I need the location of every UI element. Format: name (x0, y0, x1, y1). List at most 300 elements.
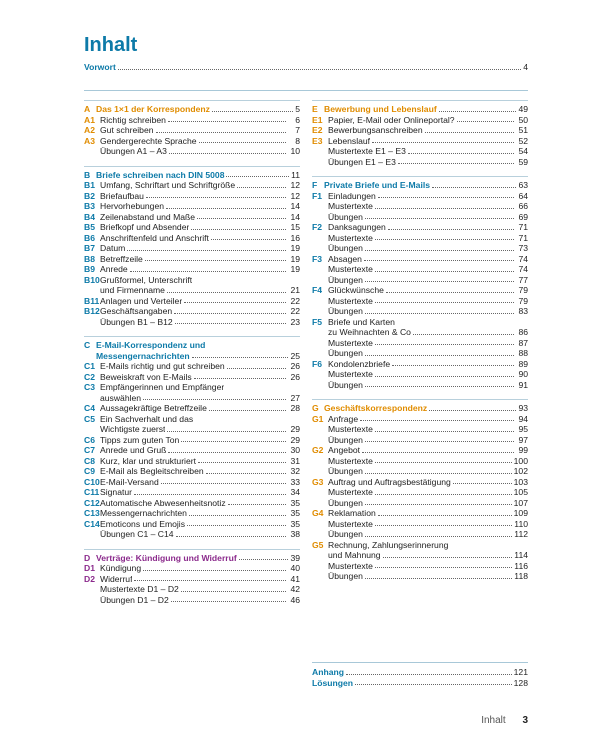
entry-label: Mustertexte (328, 518, 373, 529)
toc-entry[interactable] (312, 424, 528, 435)
entry-label: Lebenslauf (328, 135, 371, 146)
leader-dots (398, 163, 514, 164)
section-title[interactable] (84, 104, 300, 115)
entry-label: Gut schreiben (100, 125, 154, 135)
toc-entry[interactable] (84, 317, 300, 328)
toc-entry-anhang[interactable] (312, 667, 528, 678)
divider (84, 336, 300, 337)
entry-page: 28 (290, 403, 300, 413)
entry-code: C2 (84, 371, 95, 382)
divider (312, 176, 528, 177)
entry-page: 54 (518, 146, 528, 156)
entry-label: E-Mail-Versand (100, 476, 159, 487)
toc-entry[interactable] (312, 125, 528, 136)
toc-entry[interactable] (312, 191, 528, 202)
entry-page: 102 (513, 466, 528, 476)
toc-entry[interactable] (84, 456, 300, 467)
toc-entry[interactable] (84, 201, 300, 212)
entry-page: 33 (290, 476, 300, 487)
entry-code: B4 (84, 211, 95, 222)
loesungen-page: 128 (513, 677, 528, 688)
toc-entry[interactable] (84, 212, 300, 223)
section-title[interactable] (84, 170, 300, 181)
entry-page: 40 (290, 563, 300, 573)
leader-dots (365, 504, 512, 505)
entry-label: Widerruf (100, 573, 133, 584)
toc-entry[interactable] (84, 382, 300, 393)
section-title[interactable] (312, 104, 528, 115)
leader-dots (429, 410, 516, 411)
leader-dots (425, 132, 514, 133)
leader-dots (355, 684, 512, 685)
section-letter: F (312, 180, 318, 190)
entry-label: Übungen (328, 379, 363, 390)
entry-label: Übungen (328, 211, 363, 222)
toc-appendix (312, 667, 528, 688)
toc-entry[interactable] (312, 571, 528, 582)
entry-page: 12 (290, 180, 300, 190)
entry-code: B7 (84, 243, 95, 253)
leader-dots (457, 121, 514, 122)
entry-code: B8 (84, 253, 95, 264)
section-title-text: Bewerbung und Lebenslauf (324, 104, 437, 114)
entry-code: C1 (84, 361, 95, 371)
leader-dots (171, 601, 286, 602)
vorwort-label: Vorwort (84, 62, 116, 72)
entry-label: Hervorhebungen (100, 201, 165, 211)
entry-code: F1 (312, 190, 323, 201)
entry-label: Auftrag und Auftragsbestätigung (328, 476, 451, 487)
entry-code: C3 (84, 382, 95, 392)
toc-entry[interactable] (84, 115, 300, 126)
leader-dots (365, 281, 514, 282)
section-letter: D (84, 552, 91, 563)
entry-code: C9 (84, 466, 95, 476)
toc-entry[interactable] (312, 477, 528, 488)
entry-page: 46 (290, 594, 300, 605)
entry-label: Übungen (328, 243, 363, 253)
entry-label: Kündigung (100, 563, 142, 573)
section-page: 39 (290, 552, 300, 563)
entry-label: Gendergerechte Sprache (100, 135, 197, 146)
toc-entry[interactable] (84, 233, 300, 244)
section-title-text: E-Mail-Korrespondenz und (96, 340, 206, 350)
toc-entry[interactable] (312, 519, 528, 530)
entry-label: Übungen (328, 348, 363, 358)
toc-entry[interactable] (84, 222, 300, 233)
entry-label: zu Weihnachten & Co (328, 327, 411, 337)
entry-label: Übungen C1 – C14 (100, 529, 174, 539)
entry-label: Beweiskraft von E-Mails (100, 371, 192, 382)
entry-label: Übungen (328, 571, 363, 581)
leader-dots (365, 441, 514, 442)
toc-entry[interactable] (84, 563, 300, 574)
leader-dots (362, 452, 514, 453)
section-letter: G (312, 403, 319, 413)
divider (84, 549, 300, 550)
entry-page: 35 (290, 518, 300, 529)
entry-label: Mustertexte (328, 201, 373, 211)
toc-entry[interactable] (84, 466, 300, 477)
entry-label: Übungen (328, 274, 363, 285)
entry-page: 112 (514, 529, 528, 539)
entry-label: Aussagekräftige Betreffzeile (100, 403, 207, 413)
entry-page: 79 (518, 285, 528, 295)
leader-dots (228, 504, 286, 505)
entry-label: Briefkopf und Absender (100, 222, 190, 232)
leader-dots (365, 578, 512, 579)
entry-page: 83 (518, 306, 528, 316)
section-title[interactable] (312, 403, 528, 414)
toc-entry[interactable] (312, 414, 528, 425)
entry-code: E2 (312, 125, 323, 135)
toc-entry[interactable] (312, 243, 528, 254)
entry-label: Rechnung, Zahlungserinnerung (328, 539, 449, 550)
leader-dots (161, 483, 286, 484)
toc-entry[interactable] (312, 157, 528, 168)
entry-code: E1 (312, 114, 323, 125)
entry-page: 95 (518, 424, 528, 434)
entry-label: Mustertexte (328, 560, 373, 571)
toc-entry[interactable] (84, 498, 300, 509)
toc-entry[interactable] (312, 275, 528, 286)
section-page: 93 (518, 403, 528, 413)
toc-entry[interactable] (84, 435, 300, 446)
toc-entry[interactable] (84, 146, 300, 157)
entry-code: C5 (84, 413, 95, 424)
toc-entry[interactable] (84, 529, 300, 540)
toc-section-b (84, 166, 300, 328)
toc-entry[interactable] (84, 125, 300, 136)
entry-code: A1 (84, 114, 95, 125)
entry-label: Ein Sachverhalt und das (100, 413, 194, 424)
entry-page: 91 (518, 379, 528, 390)
entry-page: 94 (518, 413, 528, 424)
leader-dots (375, 208, 514, 209)
entry-page: 116 (514, 560, 528, 571)
toc-entry[interactable] (312, 550, 528, 561)
leader-dots (189, 515, 286, 516)
entry-page: 118 (514, 571, 528, 581)
entry-page: 29 (290, 434, 300, 445)
toc-entry[interactable] (312, 115, 528, 126)
entry-label: Mustertexte (328, 337, 373, 348)
entry-page: 19 (290, 253, 300, 264)
toc-entry[interactable] (84, 136, 300, 147)
toc-entry[interactable] (312, 233, 528, 244)
entry-label: Danksagungen (328, 222, 386, 232)
leader-dots (375, 239, 514, 240)
entry-label: Papier, E-Mail oder Onlineportal? (328, 114, 455, 125)
leader-dots (388, 229, 514, 230)
toc-entry[interactable] (312, 296, 528, 307)
entry-page: 32 (290, 466, 300, 476)
toc-entry[interactable] (312, 264, 528, 275)
leader-dots (365, 473, 512, 474)
entry-label: Betreffzeile (100, 253, 143, 264)
entry-page: 50 (518, 114, 528, 125)
entry-page: 34 (290, 487, 300, 497)
toc-entry[interactable] (84, 285, 300, 296)
leader-dots (212, 111, 293, 112)
toc-entry[interactable] (84, 584, 300, 595)
toc-entry[interactable] (84, 191, 300, 202)
entry-page: 66 (518, 201, 528, 211)
entry-page: 15 (290, 222, 300, 232)
leader-dots (378, 197, 514, 198)
toc-entry[interactable] (84, 275, 300, 286)
leader-dots (167, 431, 286, 432)
entry-code: B5 (84, 222, 95, 232)
divider (312, 399, 528, 400)
entry-page: 87 (518, 337, 528, 348)
page-footer (481, 715, 528, 726)
leader-dots (226, 176, 289, 177)
leader-dots (187, 525, 286, 526)
section-page: 63 (518, 180, 528, 190)
toc-entry[interactable] (84, 477, 300, 488)
toc-entry[interactable] (312, 254, 528, 265)
leader-dots (365, 218, 514, 219)
leader-dots (413, 334, 514, 335)
toc-entry[interactable] (84, 424, 300, 435)
toc-section-f (312, 176, 528, 390)
entry-label: Empfängerinnen und Empfänger (100, 382, 225, 392)
section-letter: A (84, 104, 91, 114)
entry-page: 114 (514, 550, 528, 560)
divider (312, 100, 528, 101)
leader-dots (237, 187, 286, 188)
leader-dots (239, 559, 289, 560)
entry-label: Mustertexte (328, 424, 373, 434)
entry-page: 14 (290, 201, 300, 211)
entry-label: Kondolenzbriefe (328, 358, 391, 369)
toc-entry[interactable] (84, 574, 300, 585)
section-title-text: Briefe schreiben nach DIN 5008 (96, 169, 225, 180)
leader-dots (364, 260, 514, 261)
leader-dots (372, 142, 514, 143)
entry-page: 6 (295, 114, 300, 125)
leader-dots (378, 515, 512, 516)
entry-label: Wichtigste zuerst (100, 424, 166, 434)
toc-entry[interactable] (312, 222, 528, 233)
entry-code: F6 (312, 358, 323, 369)
toc-entry[interactable] (84, 243, 300, 254)
leader-dots (360, 420, 514, 421)
section-title-text: Geschäftskorrespondenz (324, 403, 428, 413)
entry-page: 71 (518, 222, 528, 232)
entry-label: Anschriftenfeld und Anschrift (100, 232, 209, 243)
entry-page: 100 (513, 455, 528, 466)
leader-dots (156, 132, 286, 133)
toc-entry[interactable] (84, 414, 300, 425)
vorwort-page: 4 (523, 62, 528, 72)
entry-page: 105 (513, 487, 528, 497)
toc-column-left (84, 100, 300, 614)
entry-page: 64 (518, 190, 528, 201)
section-title-text: Private Briefe und E-Mails (324, 180, 431, 190)
toc-entry[interactable] (312, 561, 528, 572)
entry-page: 29 (290, 424, 300, 434)
toc-entry[interactable] (84, 296, 300, 307)
entry-page: 26 (290, 371, 300, 382)
toc-section-a (84, 100, 300, 157)
leader-dots (143, 399, 286, 400)
toc-entry[interactable] (84, 403, 300, 414)
entry-label: und Mahnung (328, 550, 381, 560)
entry-label: Absagen (328, 253, 362, 264)
toc-entry[interactable] (84, 595, 300, 606)
leader-dots (130, 271, 286, 272)
toc-entry[interactable] (84, 487, 300, 498)
toc-entry[interactable] (312, 508, 528, 519)
entry-page: 8 (295, 135, 300, 146)
toc-entry[interactable] (312, 285, 528, 296)
entry-code: D1 (84, 563, 95, 573)
entry-label: Automatische Abwesenheitsnotiz (100, 497, 226, 508)
entry-page: 30 (290, 445, 300, 455)
leader-dots (432, 187, 516, 188)
entry-label: Mustertexte (328, 455, 373, 466)
entry-page: 103 (513, 476, 528, 487)
entry-page: 12 (290, 190, 300, 201)
entry-label: Übungen D1 – D2 (100, 594, 169, 605)
toc-entry[interactable] (312, 136, 528, 147)
toc-entry[interactable] (84, 393, 300, 404)
toc-entry[interactable] (312, 146, 528, 157)
toc-entry[interactable] (84, 445, 300, 456)
toc-entry[interactable] (312, 445, 528, 456)
toc-entry[interactable] (312, 212, 528, 223)
divider (84, 166, 300, 167)
toc-entry[interactable] (312, 529, 528, 540)
entry-code: B12 (84, 306, 100, 316)
leader-dots (192, 357, 289, 358)
entry-code: C4 (84, 403, 95, 413)
section-title[interactable] (84, 340, 300, 351)
entry-label: Anlagen und Verteiler (100, 295, 183, 306)
footer-label: Inhalt (481, 715, 506, 726)
section-title[interactable] (84, 553, 300, 564)
entry-page: 10 (290, 146, 300, 156)
leader-dots (176, 536, 286, 537)
toc-entry[interactable] (84, 372, 300, 383)
leader-dots (199, 142, 286, 143)
toc-entry[interactable] (312, 435, 528, 446)
entry-page: 41 (290, 573, 300, 584)
leader-dots (209, 410, 286, 411)
entry-label: Emoticons und Emojis (100, 518, 186, 529)
entry-page: 99 (518, 445, 528, 455)
entry-label: Richtig schreiben (100, 114, 166, 125)
entry-page: 86 (518, 327, 528, 337)
toc-entry[interactable] (84, 508, 300, 519)
leader-dots (375, 271, 514, 272)
toc-entry[interactable] (312, 380, 528, 391)
entry-page: 107 (513, 497, 528, 508)
toc-entry[interactable] (312, 317, 528, 328)
leader-dots (211, 239, 286, 240)
leader-dots (375, 567, 512, 568)
entry-code: G5 (312, 539, 324, 550)
toc-entry[interactable] (312, 369, 528, 380)
toc-entry[interactable] (84, 306, 300, 317)
leader-dots (145, 260, 286, 261)
toc-entry[interactable] (84, 254, 300, 265)
toc-section-c (84, 336, 300, 540)
entry-page: 59 (518, 156, 528, 167)
entry-page: 22 (290, 295, 300, 306)
toc-entry[interactable] (84, 264, 300, 275)
entry-code: B3 (84, 201, 95, 211)
entry-code: C7 (84, 445, 95, 455)
toc-entry[interactable] (312, 338, 528, 349)
leader-dots (184, 302, 286, 303)
entry-label: Anrede und Gruß (100, 445, 167, 455)
toc-entry[interactable] (312, 327, 528, 338)
entry-page: 42 (290, 584, 300, 594)
section-title-text: Messengernachrichten (96, 350, 190, 361)
toc-entry[interactable] (312, 348, 528, 359)
toc-entry[interactable] (312, 359, 528, 370)
entry-label: Übungen (328, 434, 363, 445)
entry-label: Einladungen (328, 190, 376, 201)
entry-page: 38 (290, 529, 300, 539)
leader-dots (194, 378, 286, 379)
toc-entry[interactable] (312, 487, 528, 498)
entry-code: E3 (312, 135, 323, 146)
toc-entry[interactable] (84, 519, 300, 530)
entry-code: G4 (312, 508, 324, 518)
leader-dots (118, 69, 521, 70)
toc-entry-loesungen[interactable] (312, 678, 528, 689)
toc-entry[interactable] (312, 498, 528, 509)
toc-entry[interactable] (312, 201, 528, 212)
section-title[interactable] (84, 351, 300, 362)
section-page: 11 (291, 169, 300, 180)
toc-entry[interactable] (84, 361, 300, 372)
leader-dots (386, 292, 514, 293)
toc-entry[interactable] (312, 466, 528, 477)
entry-page: 79 (518, 295, 528, 306)
leader-dots (375, 494, 512, 495)
leader-dots (175, 323, 286, 324)
entry-label: Mustertexte (328, 487, 373, 497)
anhang-label: Anhang (312, 667, 344, 677)
entry-label: auswählen (100, 392, 142, 403)
entry-label: Datum (100, 243, 126, 253)
toc-section-d (84, 549, 300, 606)
entry-page: 77 (518, 274, 528, 285)
entry-code: D2 (84, 573, 95, 584)
entry-code: F2 (312, 222, 323, 232)
entry-label: Messengernachrichten (100, 508, 187, 518)
leader-dots (181, 591, 286, 592)
toc-entry-vorwort[interactable] (84, 62, 528, 73)
entry-page: 7 (295, 125, 300, 135)
toc-entry[interactable] (312, 306, 528, 317)
entry-code: C10 (84, 476, 100, 487)
toc-entry[interactable] (312, 456, 528, 467)
toc-entry[interactable] (312, 540, 528, 551)
entry-label: Anfrage (328, 413, 359, 424)
toc-entry[interactable] (84, 180, 300, 191)
divider (312, 662, 528, 663)
section-title[interactable] (312, 180, 528, 191)
entry-page: 97 (518, 434, 528, 445)
entry-label: Mustertexte (328, 232, 373, 243)
entry-label: E-Mails richtig und gut schreiben (100, 361, 225, 371)
